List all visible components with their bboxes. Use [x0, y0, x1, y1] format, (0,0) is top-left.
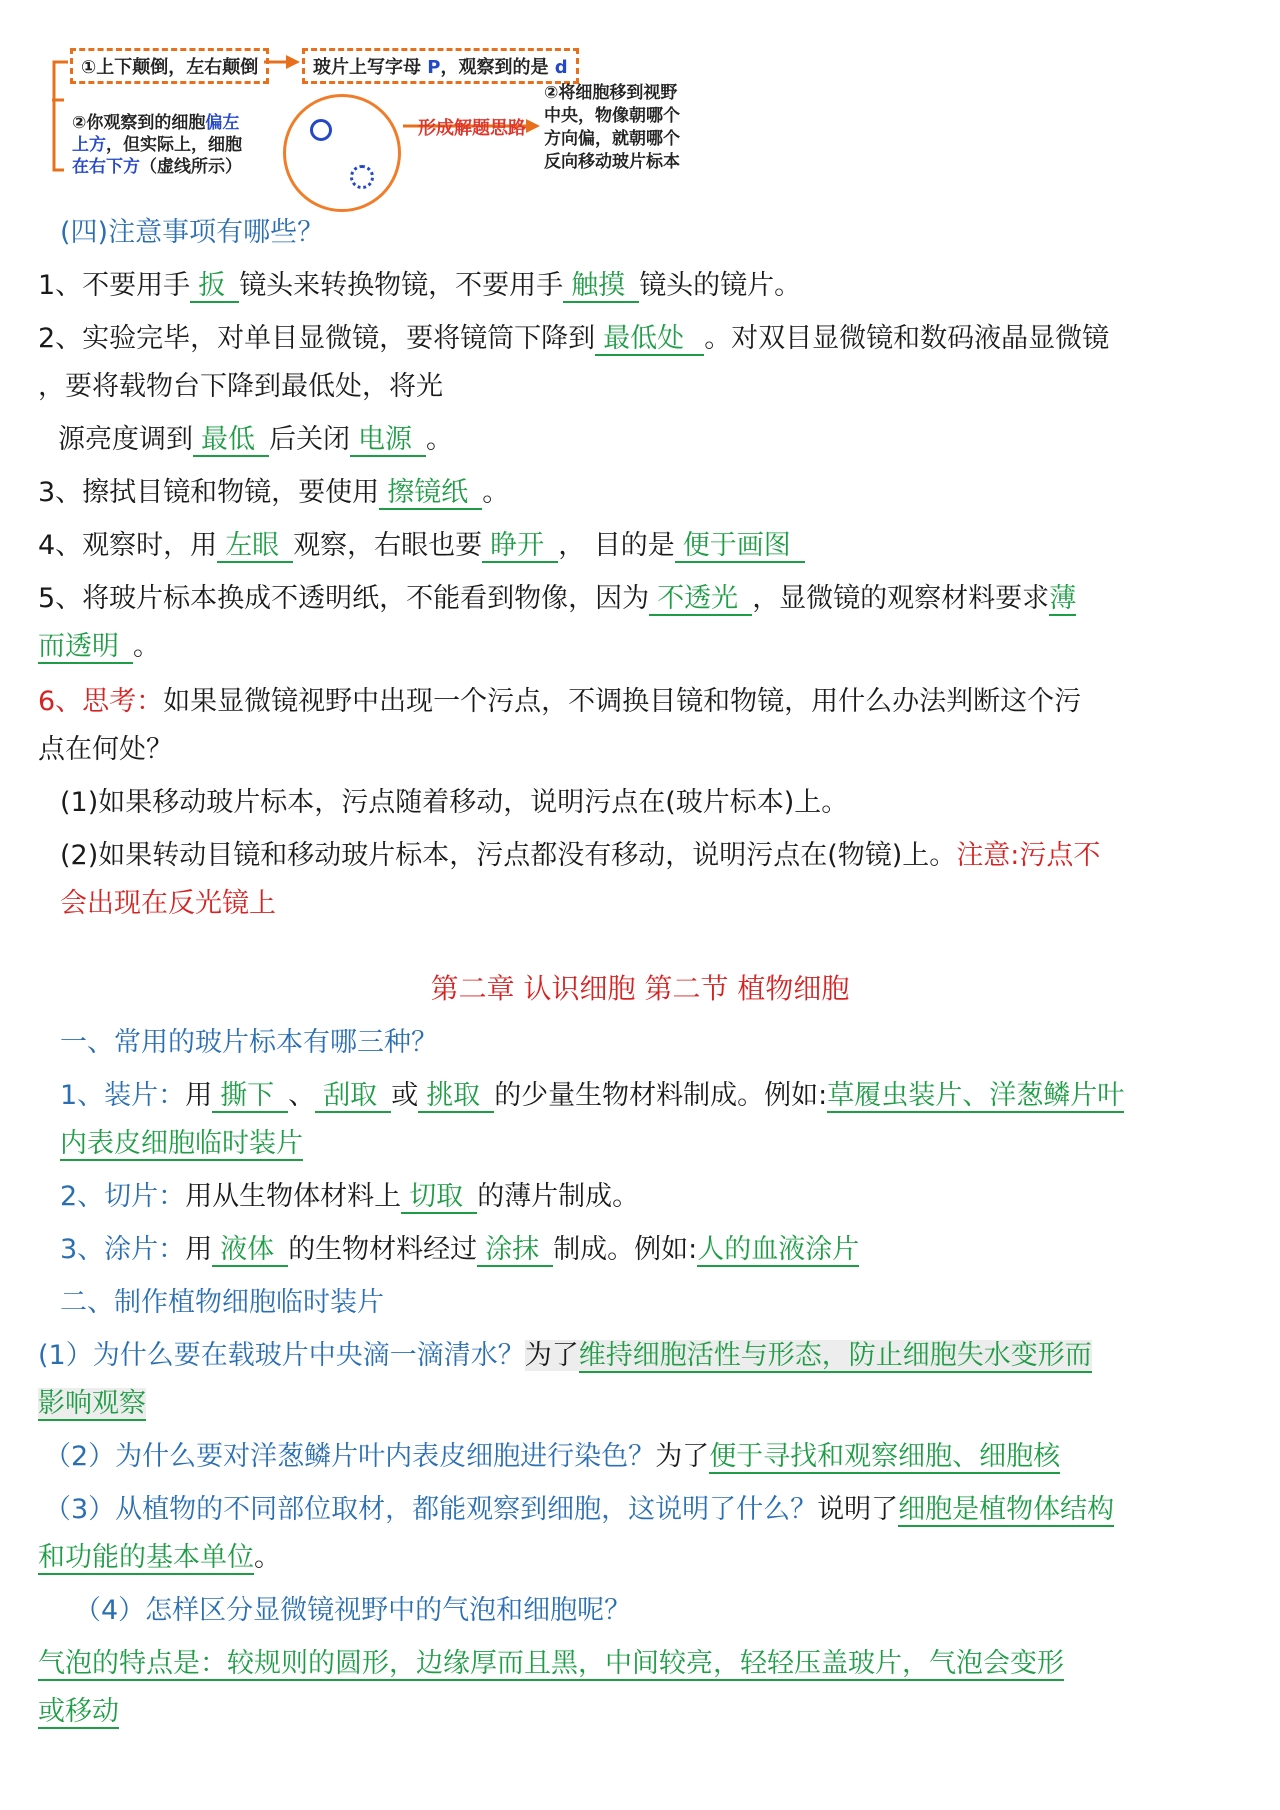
- note-2-c: 。对双目显微镜和数码液晶显微镜: [704, 323, 1110, 354]
- slide-type-3-b: 用: [185, 1234, 213, 1265]
- diagram-left-text: [72, 112, 242, 178]
- diagram-box-letter: [302, 48, 579, 84]
- prep-q3-end: 。: [254, 1542, 281, 1573]
- prep-q4-answer-line2: [38, 1695, 1256, 1729]
- note-5: [38, 582, 1256, 616]
- slide-type-1-label: 1、装片：: [60, 1080, 186, 1111]
- prep-q3-answer-2: 和功能的基本单位: [38, 1542, 254, 1573]
- part1-title: 一、常用的玻片标本有哪三种？: [60, 1027, 438, 1058]
- slide-type-3-d: 的生物材料经过: [288, 1234, 478, 1265]
- note-1: [38, 269, 1256, 303]
- note-6-sub-2: [60, 839, 1256, 873]
- slide-type-1-d: 、: [288, 1080, 316, 1111]
- prep-q1-question: (1）为什么要在载玻片中央滴一滴清水？: [38, 1340, 525, 1371]
- diagram-left-line2-blue: 上方: [72, 135, 106, 155]
- prep-q2-question: （2）为什么要对洋葱鳞片叶内表皮细胞进行染色？: [44, 1441, 656, 1472]
- note-6-warning-1: 注意:污点不: [956, 840, 1101, 871]
- diagram-letter-mid: ，观察到的是: [440, 57, 549, 78]
- slide-type-1-example: 草履虫装片、洋葱鳞片叶: [827, 1080, 1125, 1111]
- slide-type-2-label: 2、切片：: [60, 1181, 186, 1212]
- diagram-left-line3-blue: 在右下方: [72, 157, 140, 177]
- prep-q3-question: （3）从植物的不同部位取材，都能观察到细胞，这说明了什么？: [44, 1494, 818, 1525]
- prep-q3-answer-1: 细胞是植物体结构: [898, 1494, 1115, 1525]
- note-6-warning-2: 会出现在反光镜上: [60, 888, 276, 919]
- diagram-right-line1: ②将细胞移到视野: [544, 83, 678, 103]
- diagram-right-line4: 反向移动玻片标本: [544, 152, 680, 172]
- prep-q1-lead: 为了: [524, 1340, 579, 1371]
- prep-q3: [44, 1493, 1256, 1527]
- note-2-blank-2: 最低: [193, 425, 269, 457]
- slide-type-2-blank-1: 切取: [401, 1182, 477, 1214]
- note-2-a: 2、实验完毕，对单目显微镜，要将镜筒下降到: [38, 323, 596, 354]
- note-4-blank-3: 便于画图: [675, 531, 805, 563]
- diagram-left-line1: ②你观察到的细胞: [72, 113, 206, 133]
- slide-type-1-e: 或: [391, 1080, 419, 1111]
- note-3-a: 3、擦拭目镜和物镜，要使用: [38, 477, 380, 508]
- note-4-blank-1: 左眼: [217, 531, 293, 563]
- note-4: [38, 529, 1256, 563]
- prep-q1-answer-1: 维持细胞活性与形态，防止细胞失水变形而: [578, 1340, 1092, 1371]
- note-6-line2: 点在何处？: [38, 734, 173, 765]
- slide-type-1-line2: [60, 1127, 1256, 1161]
- note-4-d: ， 目的是: [558, 530, 675, 561]
- note-1-a: 1、不要用手: [38, 270, 191, 301]
- slide-type-3-blank-2: 涂抹: [477, 1235, 553, 1267]
- note-6-sub-1: (1)如果移动玻片标本，污点随着移动，说明污点在(玻片标本)上。: [60, 787, 849, 818]
- note-1-c: 镜头来转换物镜，不要用手: [239, 270, 564, 301]
- note-2-e: 后关闭: [269, 424, 350, 455]
- note-5-c: ，显微镜的观察材料要求: [752, 583, 1050, 614]
- prep-q3-lead: 说明了: [817, 1494, 899, 1525]
- slide-type-3-example: 人的血液涂片: [697, 1234, 860, 1265]
- diagram-left-line3: （虚线所示）: [140, 157, 242, 177]
- slide-type-1-blank-3: 挑取: [418, 1081, 494, 1113]
- slide-type-3-e: 制成。例如:: [553, 1234, 698, 1265]
- prep-q1-line2: [38, 1387, 1256, 1421]
- note-5-blank-2a: 薄: [1049, 583, 1077, 614]
- note-2-f: 。: [426, 424, 453, 455]
- prep-q2-lead: 为了: [655, 1441, 710, 1472]
- note-2: [38, 322, 1256, 356]
- slide-type-2: [60, 1180, 1256, 1214]
- prep-q1-answer-2: 影响观察: [38, 1388, 146, 1419]
- note-5-blank-1: 不透光: [649, 584, 752, 616]
- prep-q4-answer: [38, 1647, 1256, 1681]
- note-5-blank-2b: 而透明: [38, 632, 133, 664]
- diagram-box-inverted: [70, 48, 269, 84]
- note-4-blank-2: 睁开: [482, 531, 558, 563]
- note-1-blank-2: 触摸: [563, 271, 639, 303]
- note-2-line2: ，要将载物台下降到最低处，将光: [38, 371, 443, 402]
- note-1-blank-1: 扳: [190, 271, 239, 303]
- note-2-blank-1: 最低处: [595, 324, 704, 356]
- microscope-image-diagram: [50, 40, 730, 210]
- note-3-blank-1: 擦镜纸: [379, 478, 482, 510]
- slide-type-1: [60, 1079, 1256, 1113]
- actual-cell-dotted-icon: [350, 165, 374, 189]
- slide-type-1-f: 的少量生物材料制成。例如:: [494, 1080, 828, 1111]
- diagram-left-line2: ，但实际上，细胞: [106, 135, 242, 155]
- diagram-letter-d: d: [554, 57, 568, 78]
- prep-q3-line2: [38, 1541, 1256, 1575]
- prep-q1: [38, 1339, 1256, 1373]
- diagram-left-line1-blue: 偏左: [205, 113, 240, 133]
- note-4-c: 观察，右眼也要: [293, 530, 483, 561]
- field-of-view-circle: [283, 94, 401, 212]
- slide-type-3: [60, 1233, 1256, 1267]
- prep-q4-answer-1: 气泡的特点是：较规则的圆形，边缘厚而且黑，中间较亮，轻轻压盖玻片，气泡会变形: [38, 1648, 1064, 1679]
- note-2-blank-3: 电源: [350, 425, 426, 457]
- diagram-box-inverted-text: ①上下颠倒，左右颠倒: [81, 57, 259, 78]
- note-6-label: 6、思考：: [38, 686, 164, 717]
- note-3: [38, 476, 1256, 510]
- note-2-line3: [58, 423, 1256, 457]
- diagram-letter-prefix: 玻片上写字母: [313, 57, 421, 78]
- note-1-d: 镜头的镜片。: [639, 270, 802, 301]
- prep-q4-answer-2: 或移动: [38, 1696, 119, 1727]
- section4-title: (四)注意事项有哪些？: [60, 217, 325, 248]
- slide-type-1-blank-1: 撕下: [212, 1081, 288, 1113]
- slide-type-2-b: 用从生物体材料上: [185, 1181, 402, 1212]
- chapter-title: 第二章 认识细胞 第二节 植物细胞: [430, 972, 850, 1005]
- note-5-line2: [38, 630, 1256, 664]
- note-3-c: 。: [482, 477, 510, 508]
- observed-cell-icon: [310, 119, 332, 141]
- slide-type-2-d: 的薄片制成。: [477, 1181, 640, 1212]
- diagram-right-line3: 方向偏，就朝哪个: [544, 129, 680, 149]
- prep-q2: [44, 1440, 1256, 1474]
- note-6-text1: 如果显微镜视野中出现一个污点，不调换目镜和物镜，用什么办法判断这个污: [163, 686, 1082, 717]
- note-6: [38, 685, 1256, 719]
- note-4-a: 4、观察时，用: [38, 530, 218, 561]
- slide-type-1-b: 用: [185, 1080, 213, 1111]
- note-6-sub-2-text: (2)如果转动目镜和移动玻片标本，污点都没有移动，说明污点在(物镜)上。: [60, 840, 957, 871]
- part2-title: 二、制作植物细胞临时装片: [60, 1287, 384, 1318]
- note-5-d: 。: [133, 631, 160, 662]
- slide-type-3-label: 3、涂片：: [60, 1234, 186, 1265]
- diagram-letter-p: P: [427, 57, 441, 78]
- note-5-a: 5、将玻片标本换成不透明纸，不能看到物像，因为: [38, 583, 650, 614]
- diagram-right-line2: 中央，物像朝哪个: [544, 106, 680, 126]
- diagram-arrow-label: 形成解题思路: [418, 118, 526, 139]
- prep-q2-answer: 便于寻找和观察细胞、细胞核: [709, 1441, 1061, 1472]
- note-2-d: 源亮度调到: [58, 424, 193, 455]
- prep-q4-question: （4）怎样区分显微镜视野中的气泡和细胞呢？: [74, 1595, 632, 1626]
- slide-type-1-blank-2: 刮取: [315, 1081, 391, 1113]
- slide-type-3-blank-1: 液体: [212, 1235, 288, 1267]
- diagram-right-text: [544, 82, 680, 174]
- slide-type-1-example-2: 内表皮细胞临时装片: [60, 1128, 303, 1159]
